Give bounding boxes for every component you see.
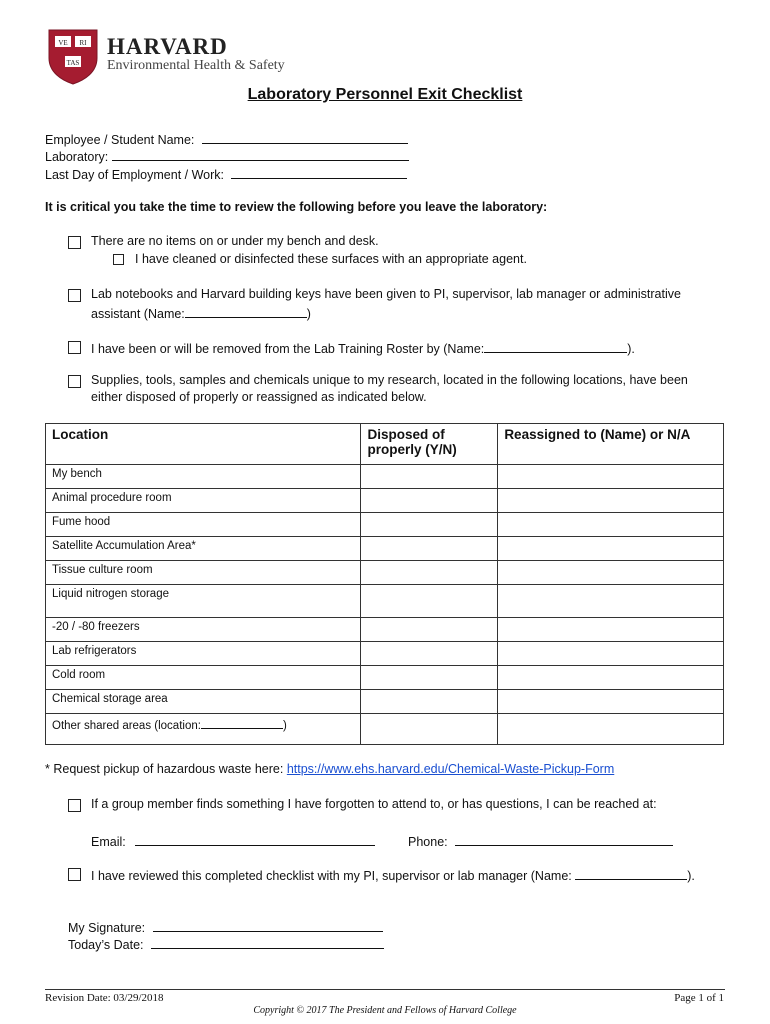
contact-checkbox[interactable] <box>68 799 81 812</box>
reassigned-cell[interactable] <box>498 561 724 585</box>
disposed-cell[interactable] <box>361 690 498 714</box>
request-pickup-text: * Request pickup of hazardous waste here: <box>45 762 284 776</box>
location-cell: My bench <box>46 465 361 489</box>
table-row <box>46 513 724 537</box>
notebooks-checkbox[interactable] <box>68 289 81 302</box>
org-logo-text <box>107 34 285 74</box>
assistant-close-paren: ) <box>306 307 311 321</box>
reassigned-cell[interactable] <box>498 666 724 690</box>
reassigned-cell[interactable] <box>498 513 724 537</box>
location-cell: Chemical storage area <box>46 690 361 714</box>
check-roster-text <box>91 339 635 356</box>
lab-field-row <box>45 147 409 164</box>
assistant-name-line[interactable] <box>185 304 307 318</box>
reassigned-cell[interactable] <box>498 489 724 513</box>
reassigned-cell[interactable] <box>498 465 724 489</box>
check-cleaned-text: I have cleaned or disinfected these surfaces with an appropriate agent. <box>135 252 527 266</box>
name-input-line[interactable] <box>202 130 408 144</box>
name-label: Employee / Student Name: <box>45 133 195 147</box>
name-field-row <box>45 130 408 147</box>
review-close: ). <box>687 869 695 883</box>
header-reassigned: Reassigned to (Name) or N/A <box>498 424 724 465</box>
location-cell: Cold room <box>46 666 361 690</box>
contact-text: If a group member finds something I have forgotten to attend to, or has questions, I can be reached at: <box>91 797 657 811</box>
header-location: Location <box>46 424 361 465</box>
roster-name-line[interactable] <box>484 339 627 353</box>
supplies-checkbox[interactable] <box>68 375 81 388</box>
phone-label: Phone: <box>408 835 448 849</box>
date-row <box>68 935 384 952</box>
reassigned-cell[interactable] <box>498 714 724 745</box>
review-label: I have reviewed this completed checklist with my PI, supervisor or lab manager (Name: <box>91 869 572 883</box>
table-row <box>46 714 724 745</box>
location-cell: Liquid nitrogen storage <box>46 585 361 618</box>
table-row <box>46 489 724 513</box>
location-cell: Tissue culture room <box>46 561 361 585</box>
location-cell: Animal procedure room <box>46 489 361 513</box>
lastday-input-line[interactable] <box>231 165 407 179</box>
disposed-cell[interactable] <box>361 489 498 513</box>
disposed-cell[interactable] <box>361 513 498 537</box>
check-bench-text: There are no items on or under my bench and desk. <box>91 234 379 248</box>
critical-notice: It is critical you take the time to review the following before you leave the laboratory: <box>45 200 548 214</box>
email-row <box>91 832 375 849</box>
disposed-cell[interactable] <box>361 618 498 642</box>
request-pickup-row <box>45 762 614 776</box>
assistant-name-label: assistant (Name: <box>91 307 185 321</box>
roster-label: I have been or will be removed from the Lab Training Roster by (Name: <box>91 342 485 356</box>
reassigned-cell[interactable] <box>498 642 724 666</box>
signature-row <box>68 918 383 935</box>
shield-text-tas: TAS <box>66 59 80 67</box>
header-disposed: Disposed of properly (Y/N) <box>361 424 498 465</box>
shield-text-ri: RI <box>79 39 87 47</box>
email-input-line[interactable] <box>135 832 375 846</box>
table-row <box>46 618 724 642</box>
revision-date: Revision Date: 03/29/2018 <box>45 992 164 1004</box>
dept-name: Environmental Health & Safety <box>107 58 285 73</box>
disposed-cell[interactable] <box>361 585 498 618</box>
check-supplies-line1: Supplies, tools, samples and chemicals unique to my research, located in the following locations, have been <box>91 373 688 387</box>
table-row <box>46 666 724 690</box>
table-row <box>46 537 724 561</box>
reassigned-cell[interactable] <box>498 585 724 618</box>
other-areas-label: Other shared areas (location: <box>52 720 201 732</box>
table-row <box>46 561 724 585</box>
disposed-cell[interactable] <box>361 537 498 561</box>
reassigned-cell[interactable] <box>498 690 724 714</box>
table-row <box>46 690 724 714</box>
table-row <box>46 585 724 618</box>
check-supplies-line2: either disposed of properly or reassigned as indicated below. <box>91 390 427 404</box>
page-title: Laboratory Personnel Exit Checklist <box>247 86 523 103</box>
org-name: HARVARD <box>107 34 228 59</box>
locations-table <box>45 423 724 745</box>
disposed-cell[interactable] <box>361 714 498 745</box>
shield-text-ve: VE <box>58 39 68 47</box>
email-label: Email: <box>91 835 126 849</box>
location-cell: Fume hood <box>46 513 361 537</box>
roster-close: ). <box>627 342 635 356</box>
location-cell: -20 / -80 freezers <box>46 618 361 642</box>
roster-checkbox[interactable] <box>68 341 81 354</box>
review-text <box>91 866 695 883</box>
review-name-line[interactable] <box>575 866 687 880</box>
reassigned-cell[interactable] <box>498 618 724 642</box>
signature-line[interactable] <box>153 918 383 932</box>
review-checkbox[interactable] <box>68 868 81 881</box>
location-cell: Lab refrigerators <box>46 642 361 666</box>
waste-pickup-link[interactable]: https://www.ehs.harvard.edu/Chemical-Waste-Pickup-Form <box>286 762 615 776</box>
date-label: Today’s Date: <box>68 938 144 952</box>
phone-input-line[interactable] <box>455 832 673 846</box>
table-row <box>46 642 724 666</box>
location-cell: Satellite Accumulation Area* <box>46 537 361 561</box>
copyright: Copyright © 2017 The President and Fellows of Harvard College <box>253 1005 517 1016</box>
cleaned-checkbox[interactable] <box>113 254 124 265</box>
lastday-field-row <box>45 165 407 182</box>
other-location-line[interactable] <box>201 717 283 729</box>
lastday-label: Last Day of Employment / Work: <box>45 168 224 182</box>
footer-divider <box>45 989 725 990</box>
lab-label: Laboratory: <box>45 150 109 164</box>
table-row <box>46 465 724 489</box>
other-close-paren: ) <box>282 720 287 732</box>
signature-label: My Signature: <box>68 921 146 935</box>
lab-input-line[interactable] <box>112 147 409 161</box>
disposed-cell[interactable] <box>361 666 498 690</box>
phone-row <box>408 832 673 849</box>
page-number: Page 1 of 1 <box>674 992 724 1004</box>
bench-checkbox[interactable] <box>68 236 81 249</box>
disposed-cell[interactable] <box>361 642 498 666</box>
reassigned-cell[interactable] <box>498 537 724 561</box>
disposed-cell[interactable] <box>361 465 498 489</box>
table-header-row <box>46 424 724 465</box>
check-notebooks-line2 <box>91 304 311 321</box>
date-line[interactable] <box>151 935 384 949</box>
disposed-cell[interactable] <box>361 561 498 585</box>
location-cell-other <box>46 714 361 745</box>
harvard-shield-logo <box>47 28 99 86</box>
check-notebooks-line1: Lab notebooks and Harvard building keys have been given to PI, supervisor, lab manager or administrative <box>91 287 681 301</box>
